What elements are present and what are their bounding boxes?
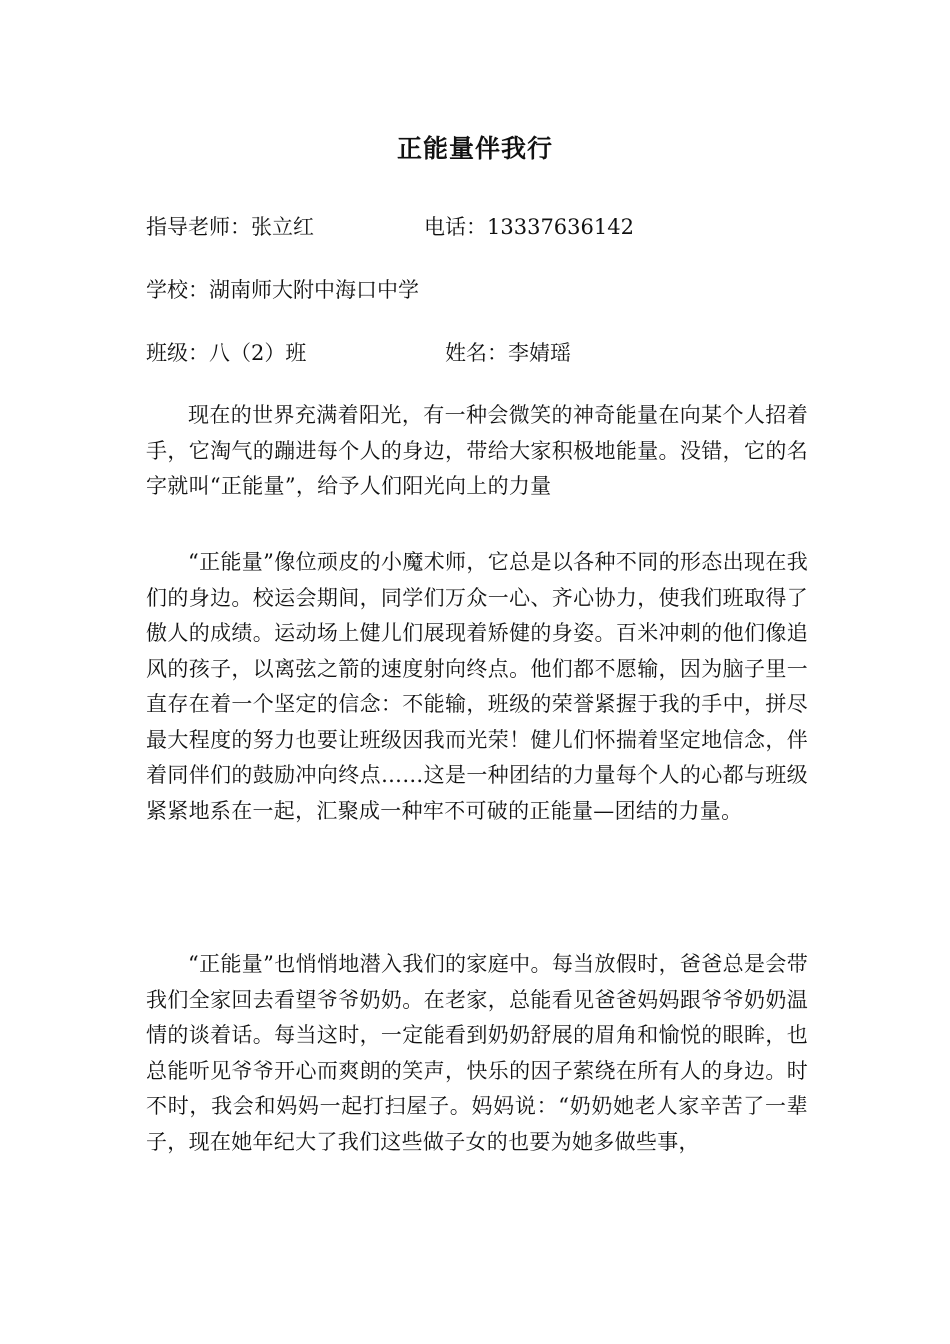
student-label: 姓名：: [445, 341, 508, 365]
class-label: 班级：: [146, 341, 209, 365]
phone-label: 电话：: [424, 215, 487, 239]
student-line: [445, 338, 571, 368]
paragraph-1: 现在的世界充满着阳光，有一种会微笑的神奇能量在向某个人招着手，它淘气的蹦进每个人的身边，带给大家积极地能量。没错，它的名字就叫“正能量”，给予人们阳光向上的力量: [146, 403, 808, 498]
advisor-name: 张立红: [251, 215, 314, 239]
school-label: 学校：: [146, 278, 209, 302]
document-title: 正能量伴我行: [396, 134, 553, 163]
paragraph-2: “正能量”像位顽皮的小魔术师，它总是以各种不同的形态出现在我们的身边。校运会期间，同学们万众一心、齐心协力，使我们班取得了傲人的成绩。运动场上健儿们展现着矫健的身姿。百米冲刺的他们像追风的孩子，以离弦之箭的速度射向终点。他们都不愿输，因为脑子里一直存在着一个坚定的信念：不能输，班级的荣誉紧握于我的手中，拼尽最大程度的努力也要让班级因我而光荣！健儿们怀揣着坚定地信念，伴着同伴们的鼓励冲向终点……这是一种团结的力量每个人的心都与班级紧紧地系在一起，汇聚成一种牢不可破的正能量—团结的力量。: [146, 550, 808, 823]
class-line: [146, 338, 306, 368]
student-name: 李婧瑶: [508, 341, 571, 365]
phone-line: [424, 212, 634, 242]
paragraph-3: “正能量”也悄悄地潜入我们的家庭中。每当放假时，爸爸总是会带我们全家回去看望爷爷奶奶。在老家，总能看见爸爸妈妈跟爷爷奶奶温情的谈着话。每当这时，一定能看到奶奶舒展的眉角和愉悦的眼眸，也总能听见爷爷开心而爽朗的笑声，快乐的因子萦绕在所有人的身边。时不时，我会和妈妈一起打扫屋子。妈妈说：“奶奶她老人家辛苦了一辈子，现在她年纪大了我们这些做子女的也要为她多做些事，: [146, 952, 808, 1154]
class-name: 八（2）班: [209, 341, 307, 365]
advisor-label: 指导老师：: [146, 215, 251, 239]
school-name: 湖南师大附中海口中学: [209, 278, 419, 302]
advisor-line: [146, 212, 314, 242]
school-line: [146, 275, 419, 305]
phone-number: 13337636142: [487, 215, 634, 239]
